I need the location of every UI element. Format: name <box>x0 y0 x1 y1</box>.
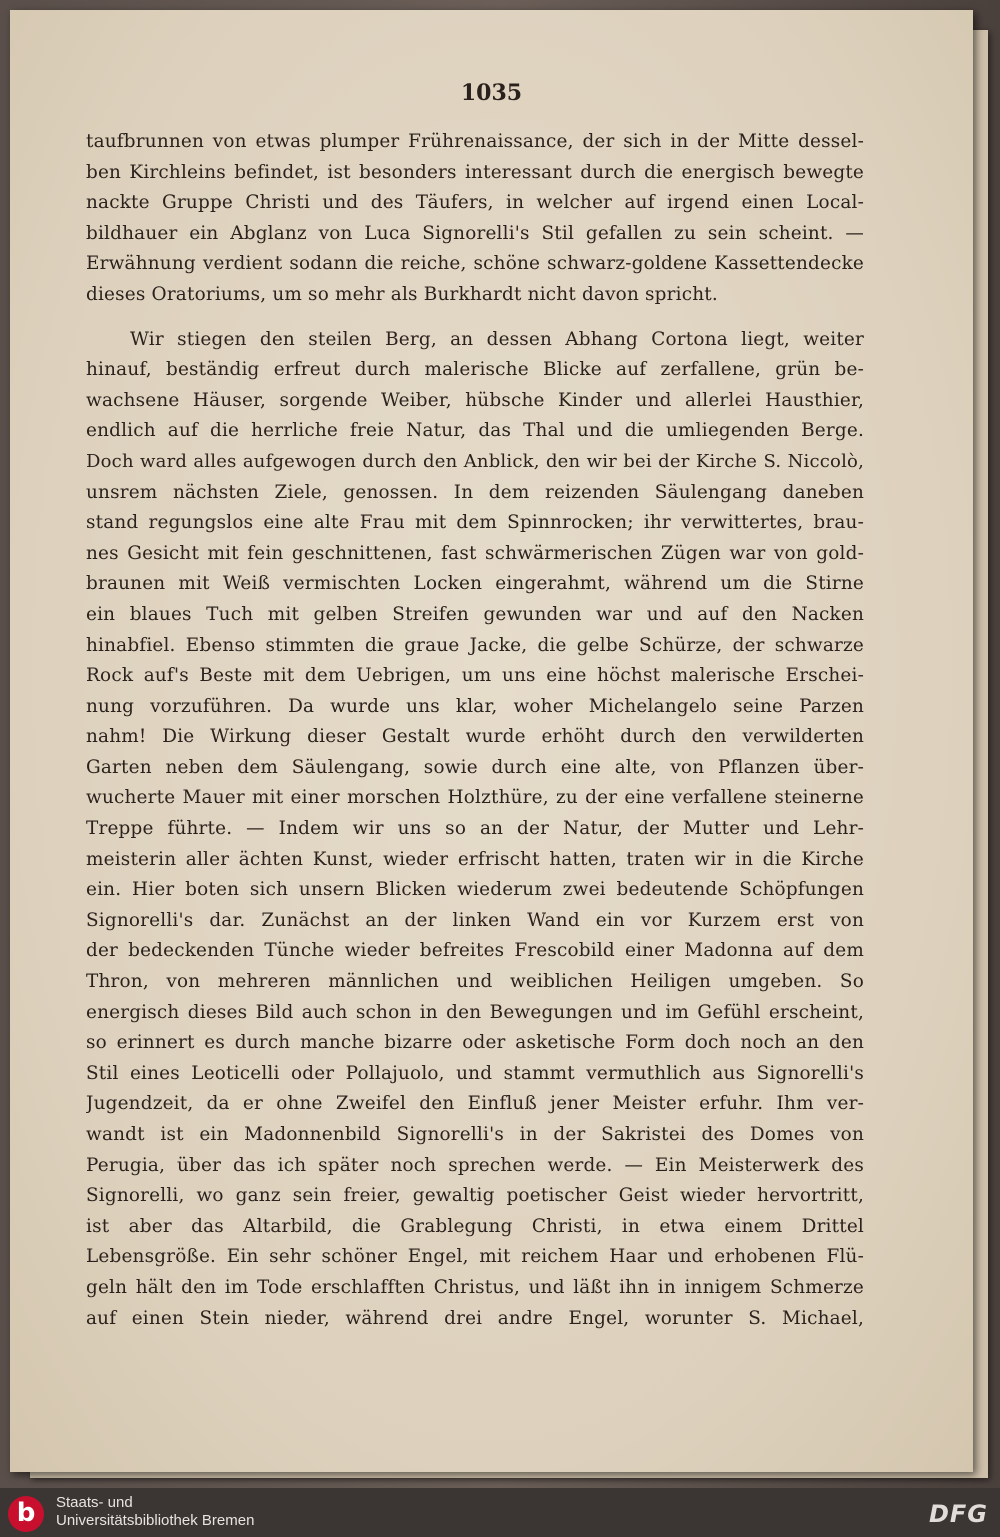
library-name-line1: Staats- und <box>56 1494 133 1511</box>
text-line: nes Gesicht mit fein geschnittenen, fast schwärmerischen Zügen war von gold- <box>86 542 864 564</box>
text-line: bildhauer ein Abglanz von Luca Signorelli's Stil gefallen zu sein scheint. — <box>86 222 864 244</box>
text-line: geln hält den im Tode erschlafften Christus, und läßt ihn in innigem Schmerze <box>86 1276 864 1298</box>
library-name[interactable] <box>56 1494 254 1530</box>
text-line: energisch dieses Bild auch schon in den Bewegungen und im Gefühl erscheint, <box>86 1001 864 1023</box>
library-name-line2: Universitätsbibliothek Bremen <box>56 1512 255 1529</box>
text-line: unsrem nächsten Ziele, genossen. In dem reizenden Säulengang daneben <box>86 481 864 503</box>
text-line: hinabfiel. Ebenso stimmten die graue Jacke, die gelbe Schürze, der schwarze <box>86 634 864 656</box>
text-line: Perugia, über das ich später noch sprechen werde. — Ein Meisterwerk des <box>86 1154 864 1176</box>
text-line: der bedeckenden Tünche wieder befreites Frescobild einer Madonna auf dem <box>86 940 864 962</box>
text-line: wachsene Häuser, sorgende Weiber, hübsche Kinder und allerlei Hausthier, <box>86 389 864 411</box>
text-line: stand regungslos eine alte Frau mit dem Spinnrocken; ihr verwittertes, brau- <box>86 512 864 534</box>
text-line: Rock auf's Beste mit dem Uebrigen, um uns eine höchst malerische Erschei- <box>86 665 864 687</box>
text-line: Doch ward alles aufgewogen durch den Anblick, den wir bei der Kirche S. Niccolò, <box>86 450 864 472</box>
text-line: Wir stiegen den steilen Berg, an dessen Abhang Cortona liegt, weiter <box>130 328 864 350</box>
text-line: Signorelli's dar. Zunächst an der linken Wand ein vor Kurzem erst von <box>86 909 864 931</box>
text-line: Jugendzeit, da er ohne Zweifel den Einfluß jener Meister erfuhr. Ihm ver- <box>86 1093 864 1115</box>
text-line: Thron, von mehreren männlichen und weiblichen Heiligen umgeben. So <box>86 971 864 993</box>
text-line: wandt ist ein Madonnenbild Signorelli's in der Sakristei des Domes von <box>86 1124 864 1145</box>
text-line: meisterin aller ächten Kunst, wieder erfrischt hatten, traten wir in die Kirche <box>86 848 864 870</box>
text-line: endlich auf die herrliche freie Natur, das Thal und die umliegenden Berge. <box>86 420 864 442</box>
text-line: Erwähnung verdient sodann die reiche, schöne schwarz-goldene Kassettendecke <box>86 253 864 275</box>
text-line: so erinnert es durch manche bizarre oder asketische Form doch noch an den <box>86 1032 864 1054</box>
book-page <box>10 10 973 1472</box>
text-line: ein. Hier boten sich unsern Blicken wiederum zwei bedeutende Schöpfungen <box>86 879 864 901</box>
text-line: Treppe führte. — Indem wir uns so an der Natur, der Mutter und Lehr- <box>86 818 864 840</box>
text-line: taufbrunnen von etwas plumper Frührenaissance, der sich in der Mitte dessel- <box>86 131 864 152</box>
footer-bar <box>0 1488 1000 1537</box>
text-line: nung vorzuführen. Da wurde uns klar, woher Michelangelo seine Parzen <box>86 695 864 717</box>
text-line: Stil eines Leoticelli oder Pollajuolo, und stammt vermuthlich aus Signorelli's <box>86 1062 864 1084</box>
text-line: hinauf, beständig erfreut durch malerische Blicke auf zerfallene, grün be- <box>86 359 864 381</box>
text-line: ben Kirchleins befindet, ist besonders interessant durch die energisch bewegte <box>86 161 864 183</box>
paragraph-break <box>86 311 864 325</box>
text-line: braunen mit Weiß vermischten Locken eingerahmt, während um die Stirne <box>86 573 864 595</box>
text-line: nackte Gruppe Christi und des Täufers, in welcher auf irgend einen Local- <box>86 192 864 214</box>
page-number: 1035 <box>460 80 523 106</box>
text-line: Lebensgröße. Ein sehr schöner Engel, mit reichem Haar und erhobenen Flü- <box>86 1246 864 1268</box>
text-line: nahm! Die Wirkung dieser Gestalt wurde erhöht durch den verwilderten <box>86 726 864 748</box>
body-text <box>86 127 864 1334</box>
text-line: dieses Oratoriums, um so mehr als Burkhardt nicht davon spricht. <box>86 283 718 305</box>
text-line: ein blaues Tuch mit gelben Streifen gewunden war und auf den Nacken <box>86 603 864 625</box>
text-line: auf einen Stein nieder, während drei andre Engel, worunter S. Michael, <box>86 1307 864 1329</box>
library-logo-icon[interactable]: b <box>8 1496 44 1532</box>
text-line: wucherte Mauer mit einer morschen Holzthüre, zu der eine verfallene steinerne <box>86 787 864 809</box>
text-line: Signorelli, wo ganz sein freier, gewaltig poetischer Geist wieder hervortritt, <box>86 1185 864 1207</box>
text-line: ist aber das Altarbild, die Grablegung Christi, in etwa einem Drittel <box>86 1215 864 1237</box>
dfg-logo[interactable]: DFG <box>928 1500 988 1528</box>
text-line: Garten neben dem Säulengang, sowie durch eine alte, von Pflanzen über- <box>86 756 864 778</box>
